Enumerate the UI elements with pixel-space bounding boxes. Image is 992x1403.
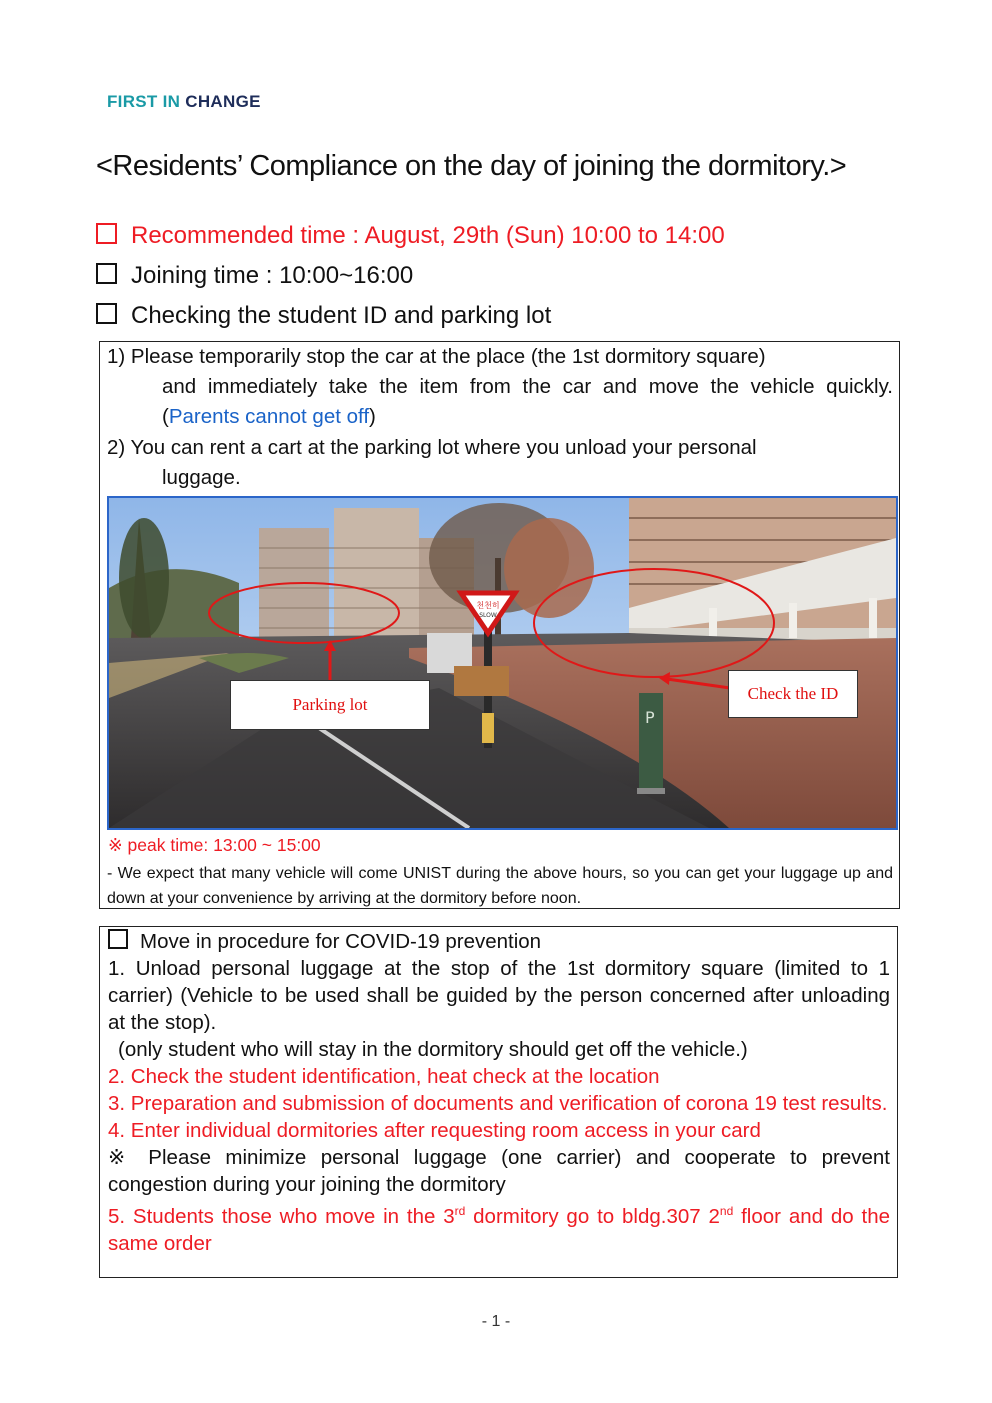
step-5-part-b: dormitory go to bldg.307 2 <box>465 1204 720 1228</box>
joining-time-text: Joining time : 10:00~16:00 <box>131 262 414 289</box>
instruction-item-1-line1: 1) Please temporarily stop the car at the place (the 1st dormitory square) <box>107 345 766 368</box>
checking-heading <box>96 302 551 330</box>
instruction-item-2 <box>107 433 893 493</box>
page-number: - 1 - <box>481 1313 511 1330</box>
procedure-step-1-note: (only student who will stay in the dormitory should get off the vehicle.) <box>118 1038 748 1061</box>
sign-sub: SLOW <box>479 612 497 619</box>
covid-procedure <box>108 928 890 1257</box>
peak-time-note: - We expect that many vehicle will come UNIST during the above hours, so you can get your luggage up and down at your convenience by arriving at the dormitory before noon. <box>107 865 893 907</box>
logo-part-first-in: FIRST IN <box>107 92 181 111</box>
instruction-item-1-line2: and immediately take the item from the car and move the vehicle quickly.( <box>162 375 893 428</box>
instruction-item-1-end: ) <box>369 405 376 428</box>
checkbox-icon <box>108 929 128 949</box>
procedure-step-2: 2. Check the student identification, heat check at the location <box>108 1065 660 1088</box>
step-5-sup-rd: rd <box>454 1204 466 1218</box>
dormitory-square-photo <box>107 496 898 830</box>
luggage-pile <box>454 666 509 696</box>
parking-meter <box>637 693 665 794</box>
procedure-heading: Move in procedure for COVID-19 prevention <box>140 930 542 953</box>
photo-illustration <box>109 498 896 828</box>
checkbox-icon <box>96 223 117 244</box>
checkbox-icon <box>96 263 117 284</box>
recommended-time-text: Recommended time : August, 29th (Sun) 10:00 to 14:00 <box>131 222 725 249</box>
checkbox-icon <box>96 303 117 324</box>
instruction-item-1-cont <box>107 372 893 432</box>
instruction-item-2-line1: 2) You can rent a cart at the parking lot where you unload your personal <box>107 436 757 459</box>
recommended-time-heading <box>96 222 725 250</box>
procedure-heading-row <box>108 928 890 955</box>
peak-time-title: ※ peak time: 13:00 ~ 15:00 <box>108 835 321 855</box>
parents-warning: Parents cannot get off <box>168 405 370 428</box>
step-5-part-c: floor and do the same order <box>108 1204 891 1255</box>
procedure-step-4: 4. Enter individual dormitories after requesting room access in your card <box>108 1119 761 1142</box>
check-id-label: Check the ID <box>728 670 858 718</box>
page-title: <Residents’ Compliance on the day of joining the dormitory.> <box>96 150 847 182</box>
step-5-sup-nd: nd <box>719 1204 734 1218</box>
svg-text:P: P <box>645 708 655 727</box>
sign-text: 천천히 <box>476 601 500 610</box>
joining-time-heading <box>96 262 413 290</box>
parking-lot-label: Parking lot <box>230 680 430 730</box>
logo-part-change: CHANGE <box>185 92 261 111</box>
step-5-part-a: 5. Students those who move in the 3 <box>108 1204 455 1228</box>
instruction-item-1 <box>107 342 893 432</box>
procedure-step-3: 3. Preparation and submission of documents and verification of corona 19 test results. <box>108 1092 888 1115</box>
procedure-step-1: 1. Unload personal luggage at the stop of the 1st dormitory square (limited to 1 carrier) (Vehicle to be used shall be guided by the person concerned after unloading at the stop). <box>108 957 890 1034</box>
brand-logo <box>107 92 261 112</box>
checking-text: Checking the student ID and parking lot <box>131 302 552 329</box>
procedure-step-5 <box>108 1198 890 1257</box>
instruction-item-2-line2: luggage. <box>162 466 241 489</box>
procedure-luggage-note: ※ Please minimize personal luggage (one carrier) and cooperate to prevent congestion during your joining the dormitory <box>108 1146 890 1196</box>
